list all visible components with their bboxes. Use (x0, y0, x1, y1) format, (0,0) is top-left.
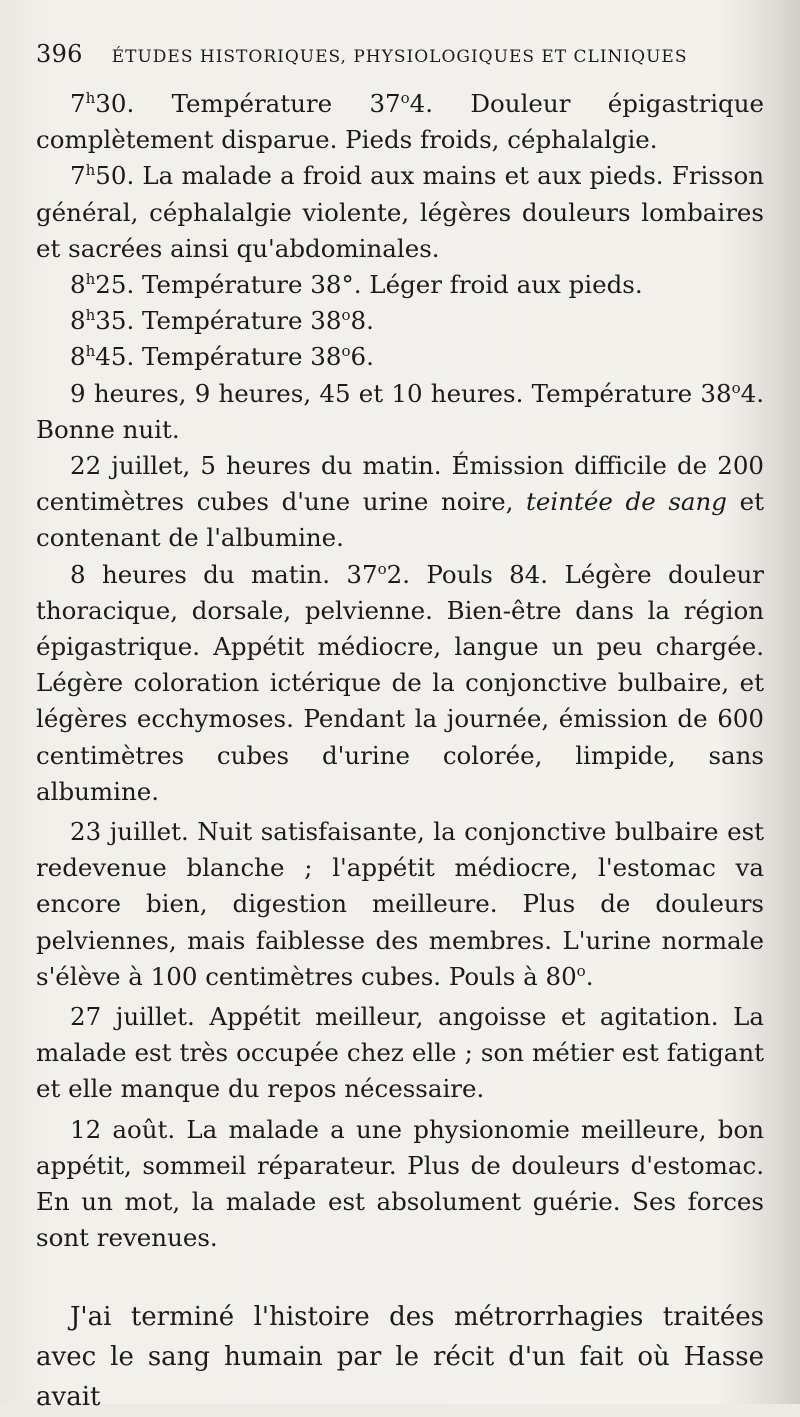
paragraph (36, 267, 764, 303)
superscript: h (85, 269, 96, 288)
text-run: 4. Bonne nuit. (36, 378, 764, 444)
paragraph (36, 814, 764, 995)
text-run: et contenant de l'albumine. (36, 487, 765, 553)
paragraph (36, 557, 764, 810)
text-run: 27 juillet. Appétit meilleur, angoisse et agitation. La malade est très occupée chez elle ; son métier est fatigant et elle manque du repos nécessaire. (36, 1002, 764, 1104)
text-run: 2. Pouls 84. Légère douleur thoracique, dorsale, pelvienne. Bien-être dans la région épigastrique. Appétit médiocre, langue un peu chargée. Légère coloration ictérique de la conjonctive bulbaire, et légères ecchymoses. Pendant la journée, émission de 600 centimètres cubes d'urine colorée, limpide, sans albumine. (36, 559, 764, 806)
text-run: 8 (70, 306, 86, 336)
text-run: 4. Douleur épigastrique complètement disparue. Pieds froids, céphalalgie. (36, 89, 764, 155)
paragraph (36, 86, 764, 158)
paragraph (36, 339, 764, 375)
body-text (36, 86, 764, 1417)
text-run: J'ai terminé l'histoire des métrorrhagies traitées avec le sang humain par le récit d'un fait où Hasse avait (36, 1301, 764, 1412)
running-title: ÉTUDES HISTORIQUES, PHYSIOLOGIQUES ET CLINIQUES (111, 47, 688, 67)
text-run: . (585, 961, 594, 991)
superscript: h (85, 342, 96, 361)
superscript: o (377, 559, 387, 578)
text-run: 45. Température 38 (95, 342, 342, 372)
paragraph (36, 1297, 764, 1417)
text-run: 8 (70, 342, 86, 372)
paragraph (36, 158, 764, 267)
text-run: 22 juillet, 5 heures du matin. Émission difficile de 200 centimètres cubes d'une urine noire, (36, 451, 764, 517)
superscript: h (85, 88, 96, 107)
running-header (36, 40, 760, 68)
text-run: 25. Température 38°. Léger froid aux pieds. (95, 270, 643, 300)
superscript: h (85, 161, 96, 180)
text-run: 8 (70, 270, 86, 300)
text-run: 12 août. La malade a une physionomie meilleure, bon appétit, sommeil réparateur. Plus de douleurs d'estomac. En un mot, la malade est absolument guérie. Ses forces sont revenues. (36, 1114, 764, 1253)
superscript: o (400, 88, 410, 107)
text-run: 9 heures, 9 heures, 45 et 10 heures. Température 38 (70, 378, 732, 408)
text-run: 50. La malade a froid aux mains et aux pieds. Frisson général, céphalalgie violente, légères douleurs lombaires et sacrées ainsi qu'abdominales. (36, 161, 764, 263)
text-run: 23 juillet. Nuit satisfaisante, la conjonctive bulbaire est redevenue blanche ; l'appétit médiocre, l'estomac va encore bien, digestion meilleure. Plus de douleurs pelviennes, mais faiblesse des membres. L'urine normale s'élève à 100 centimètres cubes. Pouls à 80 (36, 817, 764, 991)
text-run: 7 (70, 89, 86, 118)
italic-text: teintée de sang (526, 487, 727, 517)
superscript: o (576, 961, 586, 980)
superscript: o (341, 342, 351, 361)
superscript: h (85, 306, 96, 325)
paragraph (36, 376, 764, 448)
text-run: 30. Température 37 (95, 89, 401, 118)
superscript: o (731, 378, 741, 397)
text-run: 8. (350, 306, 374, 336)
text-run: 8 heures du matin. 37 (70, 559, 378, 589)
text-run: 6. (350, 342, 374, 372)
paragraph (36, 303, 764, 339)
paragraph (36, 999, 764, 1108)
superscript: o (341, 306, 351, 325)
paragraph (36, 1112, 764, 1257)
text-run: 7 (70, 161, 86, 191)
page-number: 396 (36, 40, 83, 68)
paragraph (36, 448, 764, 557)
text-run: 35. Température 38 (95, 306, 342, 336)
